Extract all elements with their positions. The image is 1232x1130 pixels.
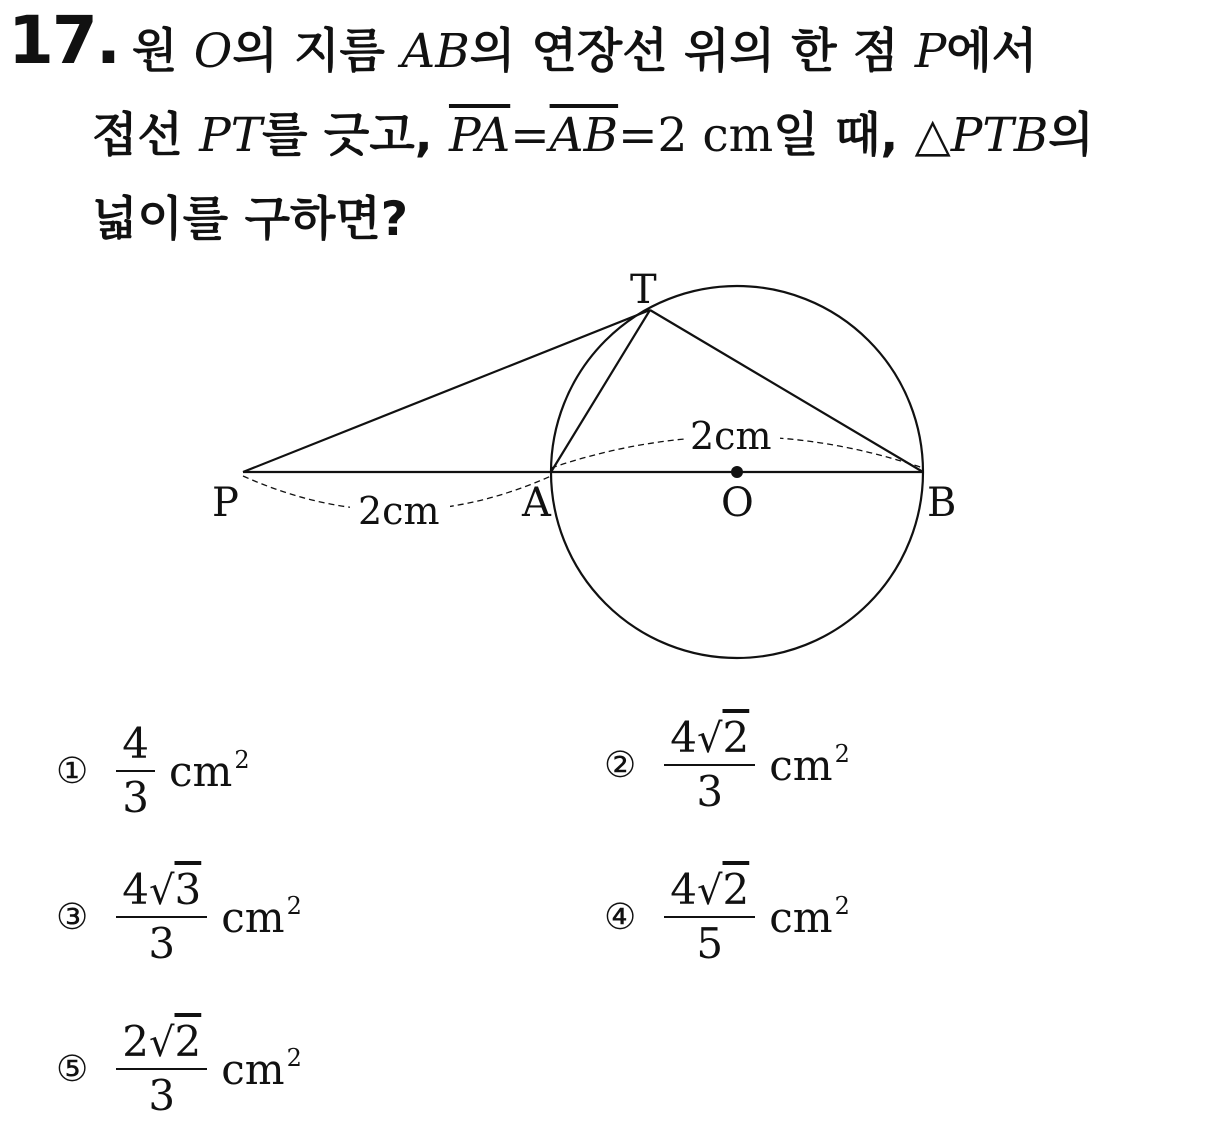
label-B: B xyxy=(927,480,957,526)
question-number: 17. xyxy=(8,2,119,79)
unit-text: cm xyxy=(221,893,285,943)
unit xyxy=(769,892,850,942)
exponent: 2 xyxy=(834,892,850,921)
radicand: 3 xyxy=(174,865,202,914)
fraction xyxy=(664,713,755,817)
sqrt-icon: √ xyxy=(697,868,723,914)
radicand: 2 xyxy=(722,713,750,762)
stem-text: 원 xyxy=(132,24,194,79)
denominator: 3 xyxy=(122,773,150,823)
numerator xyxy=(664,713,755,766)
unit-text: cm xyxy=(221,1045,285,1095)
numerator-value: 4 xyxy=(670,713,698,762)
stem-text: 일 때, xyxy=(773,108,915,163)
numerator-value: 4 xyxy=(670,865,698,914)
sqrt-icon: √ xyxy=(149,1020,175,1066)
option-3[interactable] xyxy=(56,865,302,969)
fraction xyxy=(116,719,155,823)
exponent: 2 xyxy=(834,740,850,769)
unit xyxy=(221,1044,302,1094)
fraction xyxy=(664,865,755,969)
option-4[interactable] xyxy=(604,865,850,969)
tangent-PT xyxy=(243,310,650,472)
denominator: 5 xyxy=(696,919,724,969)
var-AB: AB xyxy=(401,24,470,79)
option-5[interactable] xyxy=(56,1017,302,1121)
numerator xyxy=(116,1017,207,1070)
sqrt-icon: √ xyxy=(149,868,175,914)
option-marker: ④ xyxy=(604,896,637,938)
stem-text: 에서 xyxy=(946,24,1038,79)
denominator: 3 xyxy=(696,767,724,817)
exponent: 2 xyxy=(286,892,302,921)
numerator-value: 2 xyxy=(122,1017,150,1066)
label-T: T xyxy=(630,267,657,313)
length-value: 2 cm xyxy=(657,108,774,163)
stem-text: 의 xyxy=(1048,108,1094,163)
label-P: P xyxy=(212,480,239,526)
unit-text: cm xyxy=(169,747,233,797)
denominator: 3 xyxy=(148,1071,176,1121)
var-PT: PT xyxy=(199,108,263,163)
unit-text: cm xyxy=(769,741,833,791)
stem-text: 를 긋고, xyxy=(262,108,449,163)
stem-text: 접선 xyxy=(92,108,200,163)
option-1[interactable] xyxy=(56,719,250,823)
stem-text: 의 지름 xyxy=(232,24,402,79)
numerator xyxy=(664,865,755,918)
option-marker: ③ xyxy=(56,896,89,938)
chord-AT xyxy=(551,310,650,472)
segment-AB: $\overline{AB}$ xyxy=(549,108,619,163)
exponent: 2 xyxy=(286,1044,302,1073)
option-marker: ② xyxy=(604,744,637,786)
fraction xyxy=(116,1017,207,1121)
numerator-value: 4 xyxy=(122,719,150,768)
unit xyxy=(169,746,250,796)
radicand: 2 xyxy=(722,865,750,914)
stem-text: 의 연장선 위의 한 점 xyxy=(469,24,915,79)
length-label-PA: 2cm xyxy=(358,489,440,533)
exponent: 2 xyxy=(234,746,250,775)
numerator-value: 4 xyxy=(122,865,150,914)
unit-text: cm xyxy=(769,893,833,943)
numerator xyxy=(116,865,207,918)
unit xyxy=(221,892,302,942)
radicand: 2 xyxy=(174,1017,202,1066)
equals-sign: = xyxy=(510,108,550,163)
equals-sign: = xyxy=(618,108,658,163)
option-marker: ⑤ xyxy=(56,1048,89,1090)
length-label-AB: 2cm xyxy=(690,414,772,458)
unit xyxy=(769,740,850,790)
center-point-O xyxy=(731,466,743,478)
denominator: 3 xyxy=(148,919,176,969)
label-O: O xyxy=(721,480,754,526)
numerator xyxy=(116,719,155,772)
stem-line-3: 넓이를 구하면? xyxy=(92,192,409,247)
segment-PA: $\overline{PA}$ xyxy=(448,108,511,163)
var-P: P xyxy=(914,24,947,79)
triangle-PTB: △PTB xyxy=(914,108,1049,163)
option-2[interactable] xyxy=(604,713,850,817)
sqrt-icon: √ xyxy=(697,716,723,762)
option-marker: ① xyxy=(56,750,89,792)
var-O: O xyxy=(193,24,233,79)
label-A: A xyxy=(522,480,551,526)
fraction xyxy=(116,865,207,969)
